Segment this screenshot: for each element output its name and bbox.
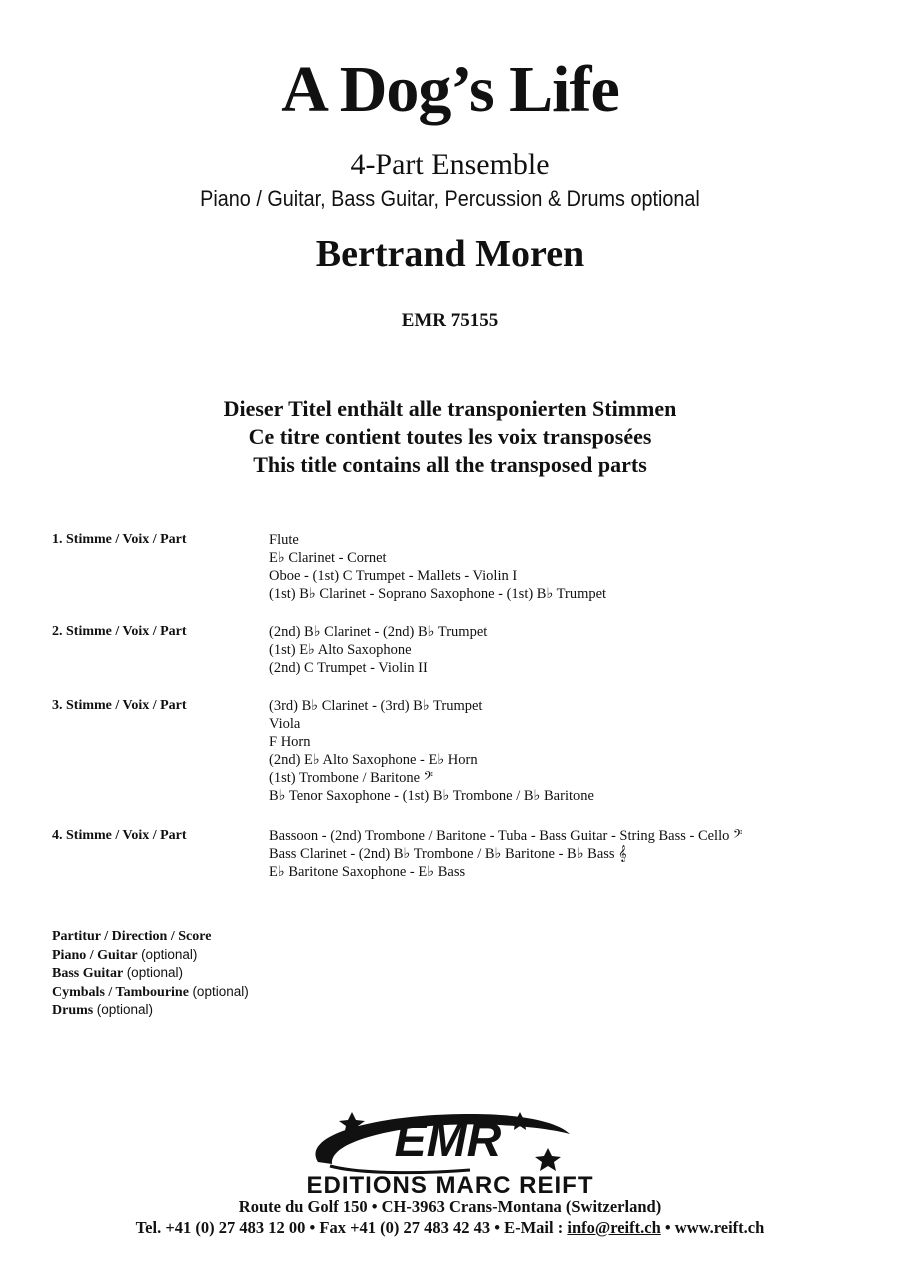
- extra-part-name: Cymbals / Tambourine: [52, 984, 189, 1000]
- instrument-line: (1st) Trombone / Baritone 𝄢: [269, 770, 433, 786]
- composer: Bertrand Moren: [315, 233, 585, 275]
- instrument-line: (2nd) E♭ Alto Saxophone - E♭ Horn: [269, 752, 478, 768]
- part-1-instruments: [269, 531, 606, 603]
- star-icon: [510, 1112, 530, 1130]
- part-4-instruments: [269, 827, 742, 881]
- extra-part: [52, 946, 249, 965]
- publisher-name: EDITIONS MARC REIFT: [306, 1172, 594, 1199]
- extra-part-note: (optional): [96, 1002, 154, 1017]
- extra-part: [52, 964, 249, 983]
- extra-part: [52, 983, 249, 1002]
- part-2-instruments: [269, 623, 487, 677]
- instrument-line: E♭ Clarinet - Cornet: [269, 550, 387, 566]
- part-3-label: 3. Stimme / Voix / Part: [52, 698, 187, 713]
- star-icon: [535, 1148, 561, 1171]
- logo-mark-text: EMR: [394, 1114, 502, 1167]
- extra-part-note: (optional): [192, 983, 249, 999]
- contact-phone-fax: Tel. +41 (0) 27 483 12 00 • Fax +41 (0) 27 483 42 43 • E-Mail :: [135, 1218, 568, 1237]
- instrument-line: Flute: [269, 532, 299, 548]
- extra-part-name: Piano / Guitar: [52, 947, 138, 963]
- publisher-logo: [0, 1104, 900, 1204]
- instrument-line: Bass Clarinet - (2nd) B♭ Trombone / B♭ Baritone - B♭ Bass 𝄞: [269, 846, 627, 862]
- publisher-address: Route du Golf 150 • CH-3963 Crans-Montana (Switzerland): [238, 1197, 662, 1216]
- instrument-line: E♭ Baritone Saxophone - E♭ Bass: [269, 864, 466, 880]
- instrument-line: Oboe - (1st) C Trumpet - Mallets - Violin I: [269, 568, 518, 584]
- part-1-label: 1. Stimme / Voix / Part: [52, 532, 187, 547]
- title: A Dog’s Life: [281, 53, 619, 126]
- instrument-line: (2nd) C Trumpet - Violin II: [269, 660, 428, 676]
- notice-german: Dieser Titel enthält alle transponierten Stimmen: [223, 396, 677, 421]
- extra-part-note: (optional): [126, 965, 183, 980]
- instrument-line: (2nd) B♭ Clarinet - (2nd) B♭ Trumpet: [269, 624, 488, 640]
- catalog-number: EMR 75155: [401, 310, 499, 331]
- instrumentation: Piano / Guitar, Bass Guitar, Percussion & Drums optional: [200, 186, 700, 211]
- instrument-line: B♭ Tenor Saxophone - (1st) B♭ Trombone / B♭ Baritone: [269, 788, 594, 804]
- part-3-instruments: [269, 697, 594, 805]
- part-2-label: 2. Stimme / Voix / Part: [52, 624, 187, 639]
- notice-french: Ce titre contient toutes les voix transposées: [248, 424, 652, 449]
- extra-part: [52, 928, 249, 946]
- email-link[interactable]: info@reift.ch: [567, 1218, 661, 1237]
- instrument-line: Bassoon - (2nd) Trombone / Baritone - Tuba - Bass Guitar - String Bass - Cello 𝄢: [269, 828, 743, 844]
- instrument-line: (1st) B♭ Clarinet - Soprano Saxophone - (1st) B♭ Trumpet: [269, 586, 607, 602]
- extra-part-name: Bass Guitar: [52, 966, 124, 981]
- subtitle: 4-Part Ensemble: [350, 148, 550, 181]
- instrument-line: (3rd) B♭ Clarinet - (3rd) B♭ Trumpet: [269, 698, 483, 714]
- website-link[interactable]: • www.reift.ch: [660, 1218, 765, 1237]
- extra-part: [52, 1001, 249, 1020]
- part-4-label: 4. Stimme / Voix / Part: [52, 828, 187, 843]
- extra-part-name: Drums: [52, 1003, 94, 1018]
- extra-parts-list: [52, 928, 249, 1020]
- extra-part-note: (optional): [141, 946, 198, 962]
- extra-part-name: Partitur / Direction / Score: [52, 929, 212, 944]
- instrument-line: (1st) E♭ Alto Saxophone: [269, 642, 412, 658]
- notice-english: This title contains all the transposed parts: [253, 452, 647, 477]
- instrument-line: F Horn: [269, 734, 311, 750]
- publisher-contact: [0, 1218, 900, 1238]
- instrument-line: Viola: [269, 716, 301, 732]
